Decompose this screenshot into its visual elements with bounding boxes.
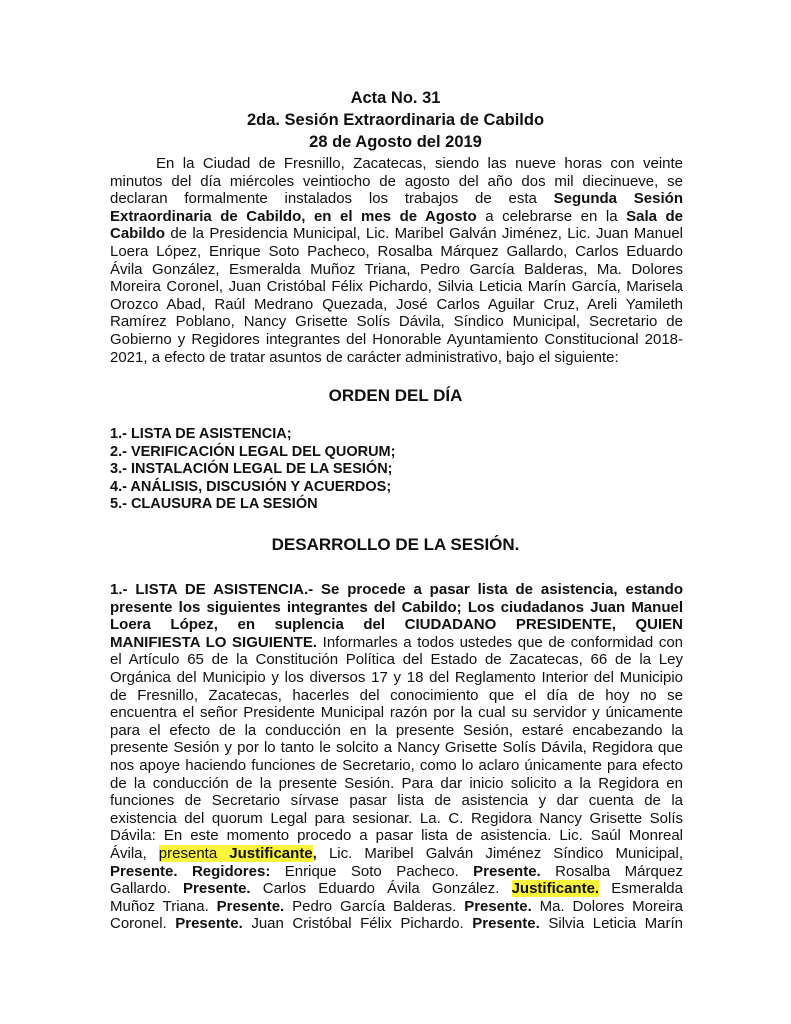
text-run: Orozco Abad, Raúl Medrano Quezada, José Carlos Aguilar Cruz, Areli Yamileth — [110, 295, 683, 313]
text-run: nos apoye haciendo funciones de Secretario, como lo aclaro únicamente para efecto — [110, 756, 683, 774]
text-run: Enrique Soto Pacheco. — [270, 862, 474, 880]
text-line — [110, 261, 683, 279]
text-run: Esmeralda — [599, 880, 683, 898]
bold-text: presente los siguientes integrantes del Cabildo; Los ciudadanos Juan Manuel — [110, 598, 683, 616]
text-line — [110, 775, 683, 793]
orden-item: 3.- INSTALACIÓN LEGAL DE LA SESIÓN; — [110, 461, 393, 477]
text-line — [110, 792, 683, 810]
text-line — [110, 863, 683, 881]
document-title: Acta No. 31 — [350, 89, 441, 107]
bold-text: Presente. — [472, 915, 540, 933]
text-line — [110, 687, 683, 705]
text-line — [110, 331, 683, 349]
text-run: Carlos Eduardo Ávila González. — [250, 880, 512, 898]
orden-item: 4.- ANÁLISIS, DISCUSIÓN Y ACUERDOS; — [110, 478, 392, 495]
text-run: de la Presidencia Municipal, Lic. Maribel Galván Jiménez, Lic. Juan Manuel — [165, 225, 683, 243]
text-run: de Fresnillo, Zacatecas, hacerles del conocimiento que el día de hoy no se — [110, 686, 683, 704]
text-line — [110, 155, 683, 173]
text-run: Dávila: En este momento procedo a pasar lista de asistencia. Lic. Saúl Monreal — [110, 827, 683, 845]
text-run: Pedro García Balderas. — [284, 897, 465, 915]
text-run: Lic. Maribel Galván Jiménez Síndico Municipal, — [316, 844, 683, 862]
text-run: Coronel. — [110, 915, 176, 933]
text-line — [110, 722, 683, 740]
bold-text: Presente. — [473, 862, 541, 880]
bold-text: Extraordinaria de Cabildo, en el mes de Agosto — [110, 207, 477, 225]
text-line — [110, 190, 683, 208]
text-run: declaran formalmente instalados los trabajos de esta — [110, 190, 554, 208]
text-run: Ávila, — [110, 844, 159, 862]
text-run: para el efecto de la conducción en la presente Sesión, estaré encabezando la — [110, 721, 683, 739]
text-line — [110, 225, 683, 243]
text-line — [110, 243, 683, 261]
desarrollo-paragraph — [110, 581, 683, 933]
text-run: Rosalba Márquez — [540, 862, 683, 880]
text-line — [110, 898, 683, 916]
bold-text: Loera López, en suplencia del CIUDADANO PRESIDENTE, QUIEN — [110, 616, 683, 634]
bold-text: , — [312, 844, 317, 862]
text-run: Ma. Dolores Moreira — [531, 897, 683, 915]
bold-text: Segunda Sesión — [553, 190, 683, 208]
text-line — [110, 208, 683, 226]
text-line — [110, 739, 683, 757]
bold-text: Sala de — [626, 207, 683, 225]
text-run: presente Sesión y por lo tanto le solcito a Nancy Grisette Solís Dávila, Regidora que — [110, 739, 683, 757]
text-line — [110, 296, 683, 314]
text-run: funciones de Secretario sírvase pasar lista de asistencia y dar cuenta de la — [110, 792, 683, 810]
text-run: minutos del día miércoles veintiocho de agosto del año dos mil diecinueve, se — [110, 172, 683, 190]
text-line — [110, 599, 683, 617]
text-run: Silvia Leticia Marín — [539, 915, 683, 933]
text-run: Loera López, Enrique Soto Pacheco, Rosalba Márquez Gallardo, Carlos Eduardo — [110, 242, 683, 260]
highlighted-text: Justificante — [229, 844, 313, 862]
orden-heading: ORDEN DEL DÍA — [328, 386, 463, 405]
orden-item: 2.- VERIFICACIÓN LEGAL DEL QUORUM; — [110, 443, 396, 460]
text-line — [110, 757, 683, 775]
bold-text: Cabildo — [110, 225, 165, 243]
text-run: 2021, a efecto de tratar asuntos de carácter administrativo, bajo el siguiente: — [110, 348, 619, 366]
text-run: encuentra el señor Presidente Municipal razón por la cual su servidor y únicamente — [110, 704, 683, 722]
text-line — [110, 634, 683, 652]
orden-item: 1.- LISTA DE ASISTENCIA; — [110, 426, 292, 442]
text-line — [110, 349, 683, 367]
text-run: Gobierno y Regidores integrantes del Honorable Ayuntamiento Constitucional 2018- — [110, 330, 683, 348]
text-line — [110, 173, 683, 191]
text-line — [110, 704, 683, 722]
highlighted-text: presenta — [158, 844, 230, 862]
text-run: Informarles a todos ustedes que de conformidad con — [317, 633, 683, 651]
text-run: Gallardo. — [110, 880, 184, 898]
text-run: Ramírez Poblano, Nancy Grisette Solís Dávila, Síndico Municipal, Secretario de — [110, 313, 683, 331]
bold-text: Presente. — [183, 880, 251, 898]
desarrollo-heading: DESARROLLO DE LA SESIÓN. — [271, 535, 520, 554]
text-run: a celebrarse en la — [476, 207, 627, 225]
text-run: el Artículo 65 de la Constitución Política del Estado de Zacatecas, 66 de la Ley — [110, 651, 683, 669]
bold-text: Presente. Regidores: — [110, 862, 271, 880]
text-line — [110, 616, 683, 634]
text-line — [110, 581, 683, 599]
bold-text: 1.- LISTA DE ASISTENCIA.- Se procede a pasar lista de asistencia, estando — [110, 581, 683, 598]
bold-text: Presente. — [216, 897, 285, 915]
bold-text: Presente. — [175, 915, 243, 933]
orden-list — [110, 426, 395, 514]
text-line — [110, 278, 683, 296]
text-line — [110, 669, 683, 687]
text-run: En la Ciudad de Fresnillo, Zacatecas, siendo las nueve horas con veinte — [156, 155, 683, 172]
text-line — [110, 810, 683, 828]
text-line — [110, 845, 683, 863]
bold-text: Presente. — [464, 897, 532, 915]
text-line — [110, 651, 683, 669]
highlighted-text: Justificante. — [511, 880, 600, 898]
intro-paragraph — [110, 155, 683, 366]
text-line — [110, 915, 683, 933]
text-run: de la conducción de la presente Sesión. Para dar inicio solicito a la Regidora en — [110, 774, 683, 792]
text-line — [110, 313, 683, 331]
text-run: Ávila González, Esmeralda Muñoz Triana, Pedro García Balderas, Ma. Dolores — [110, 260, 683, 278]
text-run: Muñoz Triana. — [110, 897, 217, 915]
orden-item: 5.- CLAUSURA DE LA SESIÓN — [110, 496, 318, 512]
text-run: Orgánica del Municipio y los diversos 17 y 18 del Reglamento Interior del Municipio — [110, 668, 683, 686]
text-run: Moreira Coronel, Juan Cristóbal Félix Pichardo, Silvia Leticia Marín García, Marisela — [110, 278, 683, 296]
text-run: existencia del quorum Legal para sesionar. La. C. Regidora Nancy Grisette Solís — [110, 809, 683, 827]
text-line — [110, 880, 683, 898]
document-date: 28 de Agosto del 2019 — [309, 133, 482, 151]
document-subtitle: 2da. Sesión Extraordinaria de Cabildo — [246, 111, 545, 129]
text-line — [110, 827, 683, 845]
text-run: Juan Cristóbal Félix Pichardo. — [242, 915, 473, 933]
bold-text: MANIFIESTA LO SIGUIENTE. — [110, 633, 318, 651]
